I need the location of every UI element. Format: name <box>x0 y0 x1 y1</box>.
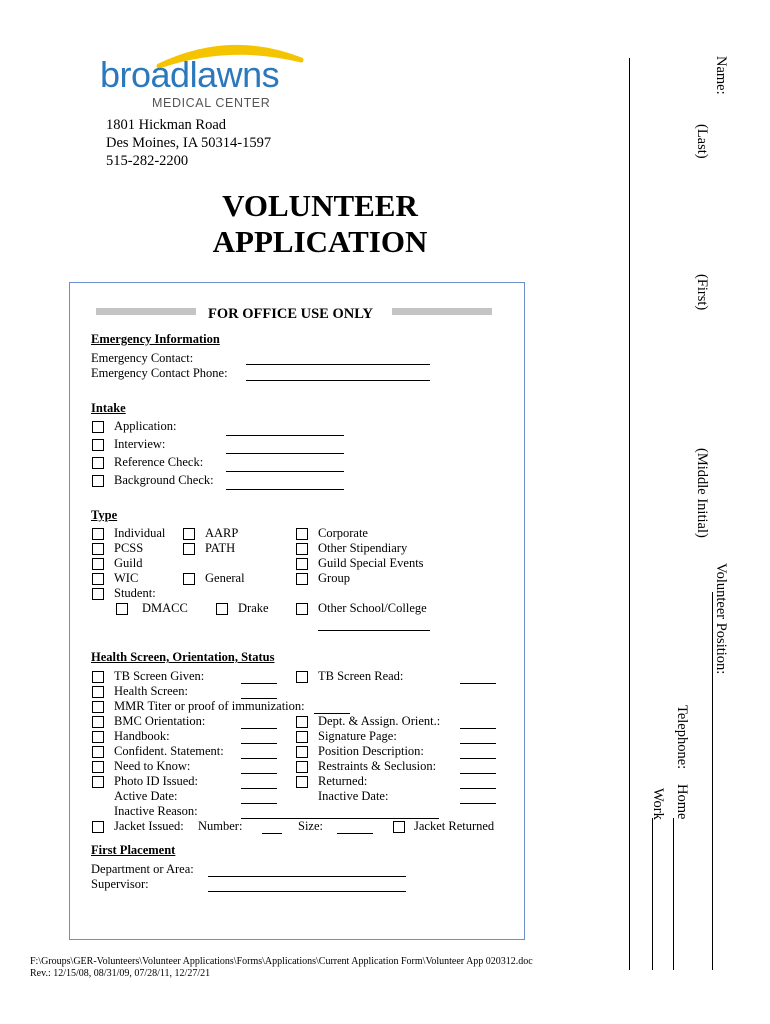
restraints-label: Restraints & Seclusion: <box>318 759 437 773</box>
home-label: Home <box>674 784 690 820</box>
individual-checkbox[interactable] <box>92 528 104 540</box>
work-line <box>652 818 653 970</box>
address-block <box>106 116 271 170</box>
page-title <box>170 188 470 260</box>
handbook-field[interactable] <box>241 743 277 744</box>
interview-field[interactable] <box>226 453 344 454</box>
position-desc-label: Position Description: <box>318 744 424 758</box>
interview-checkbox[interactable] <box>92 439 104 451</box>
general-checkbox[interactable] <box>183 573 195 585</box>
address-line2: Des Moines, IA 50314-1597 <box>106 135 272 151</box>
restraints-field[interactable] <box>460 773 496 774</box>
handbook-checkbox[interactable] <box>92 731 104 743</box>
intake-heading: Intake <box>91 401 126 415</box>
jacket-size-label: Size: <box>298 819 323 833</box>
supervisor-label: Supervisor: <box>91 877 149 891</box>
confident-checkbox[interactable] <box>92 746 104 758</box>
interview-label: Interview: <box>114 437 166 451</box>
last-name-label: (Last) <box>694 124 710 159</box>
position-desc-field[interactable] <box>460 758 496 759</box>
other-school-field[interactable] <box>318 630 430 631</box>
first-name-label: (First) <box>694 274 710 311</box>
photo-id-checkbox[interactable] <box>92 776 104 788</box>
placement-heading: First Placement <box>91 843 176 857</box>
inactive-reason-field[interactable] <box>241 818 439 819</box>
group-checkbox[interactable] <box>296 573 308 585</box>
home-line <box>673 818 674 970</box>
tb-given-field[interactable] <box>241 683 277 684</box>
tb-read-field[interactable] <box>460 683 496 684</box>
middle-initial-label: (Middle Initial) <box>694 448 710 538</box>
general-label: General <box>205 571 245 585</box>
volunteer-position-label: Volunteer Position: <box>713 563 729 675</box>
handbook-label: Handbook: <box>114 729 170 743</box>
name-line <box>629 58 630 970</box>
office-use-heading: FOR OFFICE USE ONLY <box>208 306 374 322</box>
signature-page-checkbox[interactable] <box>296 731 308 743</box>
signature-page-field[interactable] <box>460 743 496 744</box>
footer-revision: Rev.: 12/15/08, 08/31/09, 07/28/11, 12/27/21 <box>30 968 211 979</box>
returned-label: Returned: <box>318 774 368 788</box>
footer-path: F:\Groups\GER-Volunteers\Volunteer Applications\Forms\Applications\Current Application Form\Volunteer App 020312.doc <box>30 956 533 967</box>
tb-read-checkbox[interactable] <box>296 671 308 683</box>
signature-page-label: Signature Page: <box>318 729 397 743</box>
active-date-field[interactable] <box>241 803 277 804</box>
address-line1: 1801 Hickman Road <box>106 117 227 133</box>
other-stipendiary-label: Other Stipendiary <box>318 541 408 555</box>
emergency-phone-label: Emergency Contact Phone: <box>91 366 228 380</box>
background-check-label: Background Check: <box>114 473 214 487</box>
title-line2: APPLICATION <box>212 224 428 259</box>
wic-label: WIC <box>114 571 139 585</box>
aarp-checkbox[interactable] <box>183 528 195 540</box>
confident-label: Confident. Statement: <box>114 744 224 758</box>
other-school-checkbox[interactable] <box>296 603 308 615</box>
jacket-size-field[interactable] <box>337 833 373 834</box>
active-date-label: Active Date: <box>114 789 178 803</box>
tb-read-label: TB Screen Read: <box>318 669 404 683</box>
jacket-issued-checkbox[interactable] <box>92 821 104 833</box>
logo <box>100 38 320 113</box>
inactive-reason-label: Inactive Reason: <box>114 804 198 818</box>
need-to-know-checkbox[interactable] <box>92 761 104 773</box>
mmr-label: MMR Titer or proof of immunization: <box>114 699 305 713</box>
student-label: Student: <box>114 586 156 600</box>
emergency-contact-label: Emergency Contact: <box>91 351 194 365</box>
header-bar-left <box>96 308 196 315</box>
jacket-returned-label: Jacket Returned <box>414 819 495 833</box>
logo-subtitle: MEDICAL CENTER <box>152 96 271 110</box>
returned-field[interactable] <box>460 788 496 789</box>
dept-orient-label: Dept. & Assign. Orient.: <box>318 714 441 728</box>
other-stipendiary-checkbox[interactable] <box>296 543 308 555</box>
background-check-field[interactable] <box>226 489 344 490</box>
reference-check-field[interactable] <box>226 471 344 472</box>
reference-check-checkbox[interactable] <box>92 457 104 469</box>
reference-check-label: Reference Check: <box>114 455 204 469</box>
jacket-issued-label: Jacket Issued: <box>114 819 184 833</box>
type-heading: Type <box>91 508 118 522</box>
jacket-number-field[interactable] <box>262 833 282 834</box>
application-checkbox[interactable] <box>92 421 104 433</box>
guild-events-checkbox[interactable] <box>296 558 308 570</box>
logo-wordmark: broadlawns <box>100 54 280 95</box>
other-school-label: Other School/College <box>318 601 427 615</box>
mmr-checkbox[interactable] <box>92 701 104 713</box>
need-to-know-field[interactable] <box>241 773 277 774</box>
jacket-number-label: Number: <box>198 819 243 833</box>
inactive-date-field[interactable] <box>460 803 496 804</box>
work-label: Work <box>650 788 666 820</box>
header-bar-right <box>392 308 492 315</box>
drake-label: Drake <box>238 601 269 615</box>
dept-orient-checkbox[interactable] <box>296 716 308 728</box>
photo-id-field[interactable] <box>241 788 277 789</box>
guild-events-label: Guild Special Events <box>318 556 424 570</box>
bmc-field[interactable] <box>241 728 277 729</box>
path-label: PATH <box>205 541 236 555</box>
application-field[interactable] <box>226 435 344 436</box>
confident-field[interactable] <box>241 758 277 759</box>
corporate-label: Corporate <box>318 526 368 540</box>
department-label: Department or Area: <box>91 862 194 876</box>
tb-given-checkbox[interactable] <box>92 671 104 683</box>
drake-checkbox[interactable] <box>216 603 228 615</box>
dmacc-label: DMACC <box>142 601 188 615</box>
guild-checkbox[interactable] <box>92 558 104 570</box>
aarp-label: AARP <box>205 526 239 540</box>
health-screen-label: Health Screen: <box>114 684 188 698</box>
emergency-heading: Emergency Information <box>91 332 220 346</box>
bmc-label: BMC Orientation: <box>114 714 206 728</box>
restraints-checkbox[interactable] <box>296 761 308 773</box>
inactive-date-label: Inactive Date: <box>318 789 389 803</box>
title-line1: VOLUNTEER <box>222 188 418 223</box>
photo-id-label: Photo ID Issued: <box>114 774 199 788</box>
corporate-checkbox[interactable] <box>296 528 308 540</box>
tb-given-label: TB Screen Given: <box>114 669 205 683</box>
pcss-checkbox[interactable] <box>92 543 104 555</box>
emergency-contact-field[interactable] <box>246 364 430 365</box>
wic-checkbox[interactable] <box>92 573 104 585</box>
supervisor-field[interactable] <box>208 891 406 892</box>
dept-orient-field[interactable] <box>460 728 496 729</box>
health-heading: Health Screen, Orientation, Status <box>91 650 275 664</box>
department-field[interactable] <box>208 876 406 877</box>
jacket-returned-checkbox[interactable] <box>393 821 405 833</box>
address-phone: 515-282-2200 <box>106 153 189 169</box>
pcss-label: PCSS <box>114 541 144 555</box>
background-check-checkbox[interactable] <box>92 475 104 487</box>
individual-label: Individual <box>114 526 166 540</box>
need-to-know-label: Need to Know: <box>114 759 191 773</box>
name-label: Name: <box>713 56 729 95</box>
dmacc-checkbox[interactable] <box>116 603 128 615</box>
path-checkbox[interactable] <box>183 543 195 555</box>
returned-checkbox[interactable] <box>296 776 308 788</box>
bmc-checkbox[interactable] <box>92 716 104 728</box>
guild-label: Guild <box>114 556 143 570</box>
telephone-label: Telephone: <box>674 705 690 770</box>
application-label: Application: <box>114 419 177 433</box>
student-checkbox[interactable] <box>92 588 104 600</box>
position-desc-checkbox[interactable] <box>296 746 308 758</box>
emergency-phone-field[interactable] <box>246 380 430 381</box>
group-label: Group <box>318 571 350 585</box>
health-screen-checkbox[interactable] <box>92 686 104 698</box>
